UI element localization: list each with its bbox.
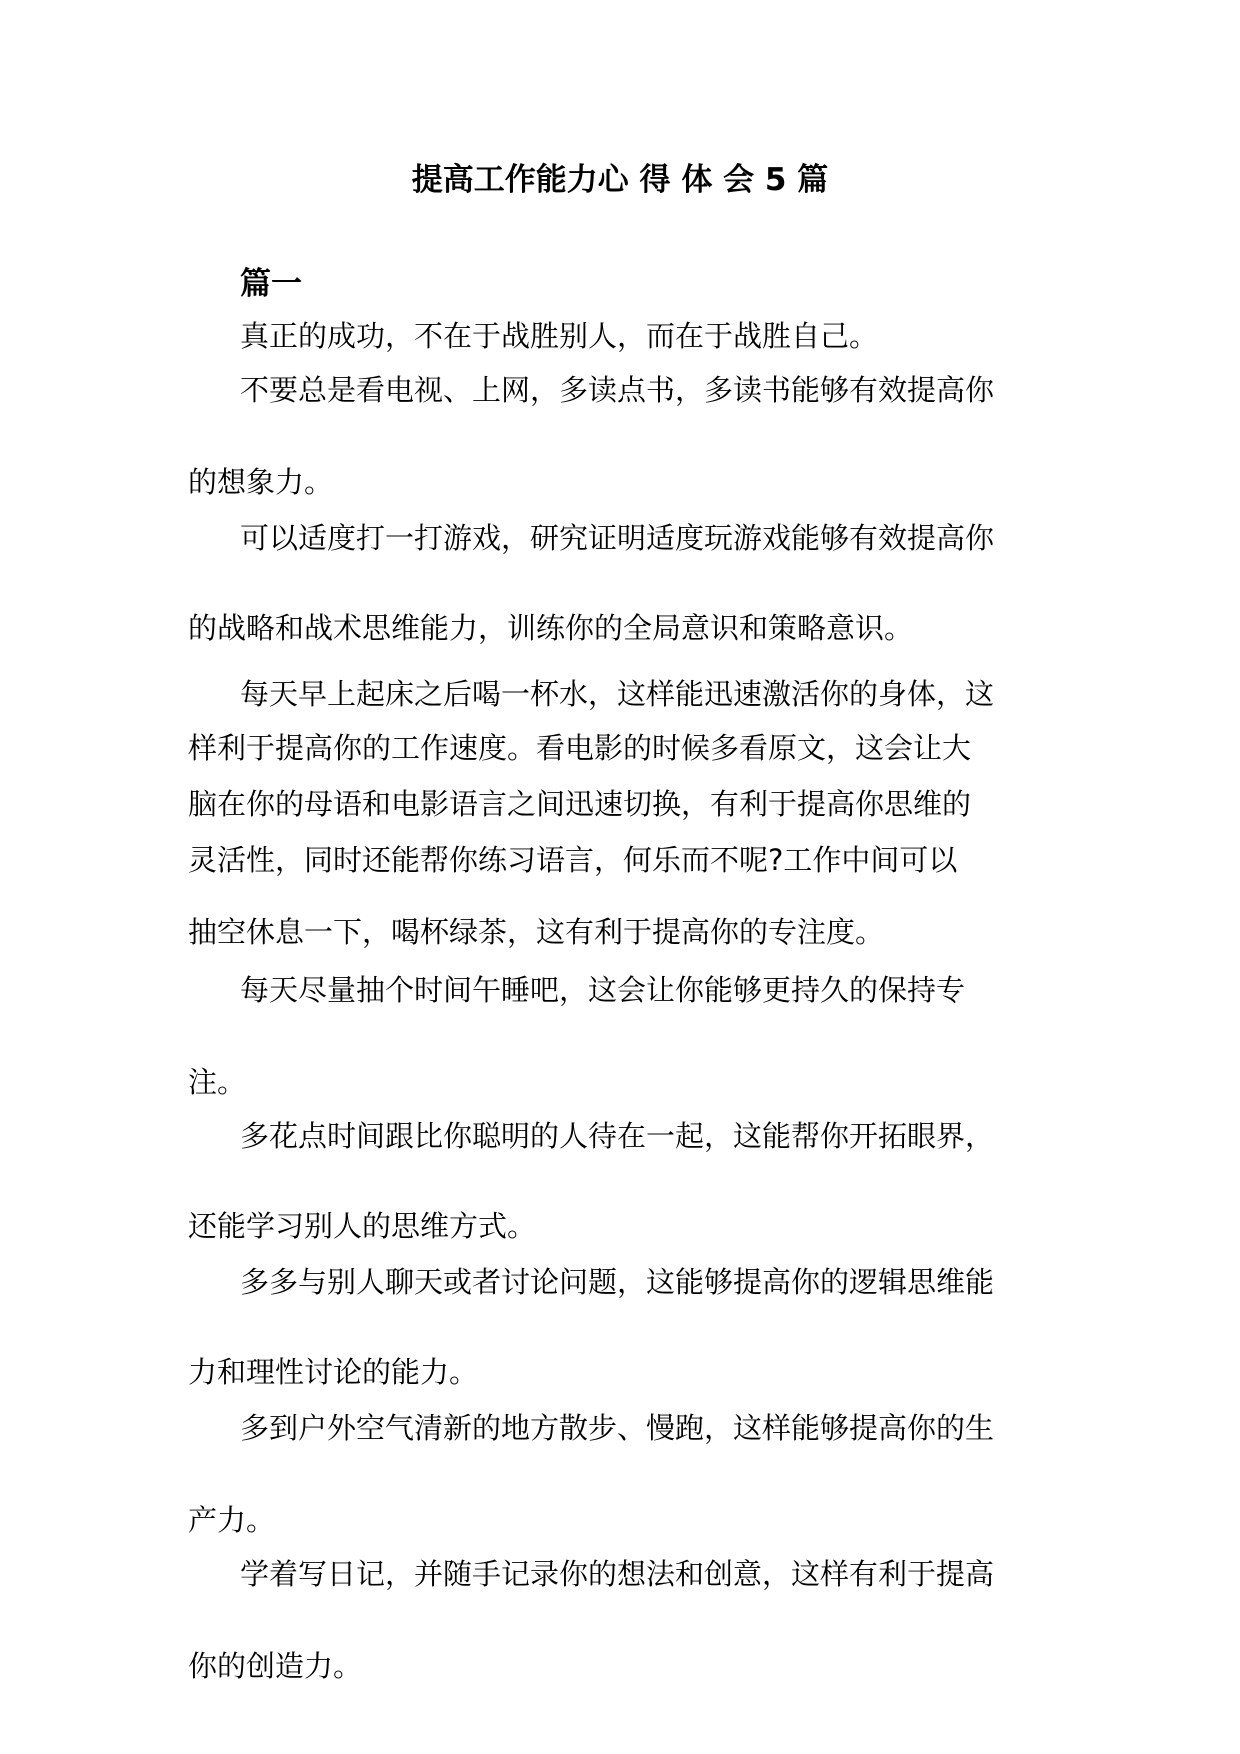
paragraph-line: 学着写日记，并随手记录你的想法和创意，这样有利于提高 bbox=[240, 1557, 995, 1591]
paragraph-line: 抽空休息一下，喝杯绿茶，这有利于提高你的专注度。 bbox=[188, 915, 885, 949]
paragraph-line: 每天早上起床之后喝一杯水，这样能迅速激活你的身体，这 bbox=[240, 677, 995, 711]
document-title: 提高工作能力心 得 体 会 5 篇 bbox=[411, 162, 829, 198]
paragraph-line: 样利于提高你的工作速度。看电影的时候多看原文，这会让大 bbox=[188, 731, 972, 765]
paragraph-line: 多到户外空气清新的地方散步、慢跑，这样能够提高你的生 bbox=[240, 1411, 995, 1445]
paragraph-line: 多花点时间跟比你聪明的人待在一起，这能帮你开拓眼界， bbox=[240, 1119, 995, 1153]
paragraph-line: 灵活性，同时还能帮你练习语言，何乐而不呢?工作中间可以 bbox=[188, 843, 958, 877]
paragraph-line: 每天尽量抽个时间午睡吧，这会让你能够更持久的保持专 bbox=[240, 973, 966, 1007]
paragraph-line: 真正的成功，不在于战胜别人，而在于战胜自己。 bbox=[240, 319, 879, 353]
paragraph-line: 的战略和战术思维能力，训练你的全局意识和策略意识。 bbox=[188, 611, 914, 645]
paragraph-line: 的想象力。 bbox=[188, 465, 334, 499]
paragraph-line: 多多与别人聊天或者讨论问题，这能够提高你的逻辑思维能 bbox=[240, 1265, 995, 1299]
paragraph-line: 可以适度打一打游戏，研究证明适度玩游戏能够有效提高你 bbox=[240, 521, 995, 555]
section-heading: 篇一 bbox=[240, 266, 302, 302]
paragraph-line: 脑在你的母语和电影语言之间迅速切换，有利于提高你思维的 bbox=[188, 787, 972, 821]
paragraph-line: 你的创造力。 bbox=[188, 1649, 363, 1683]
paragraph-line: 还能学习别人的思维方式。 bbox=[188, 1209, 537, 1243]
paragraph-line: 注。 bbox=[188, 1065, 247, 1099]
paragraph-line: 产力。 bbox=[188, 1503, 276, 1537]
paragraph-line: 不要总是看电视、上网，多读点书，多读书能够有效提高你 bbox=[240, 373, 995, 407]
paragraph-line: 力和理性讨论的能力。 bbox=[188, 1355, 479, 1389]
